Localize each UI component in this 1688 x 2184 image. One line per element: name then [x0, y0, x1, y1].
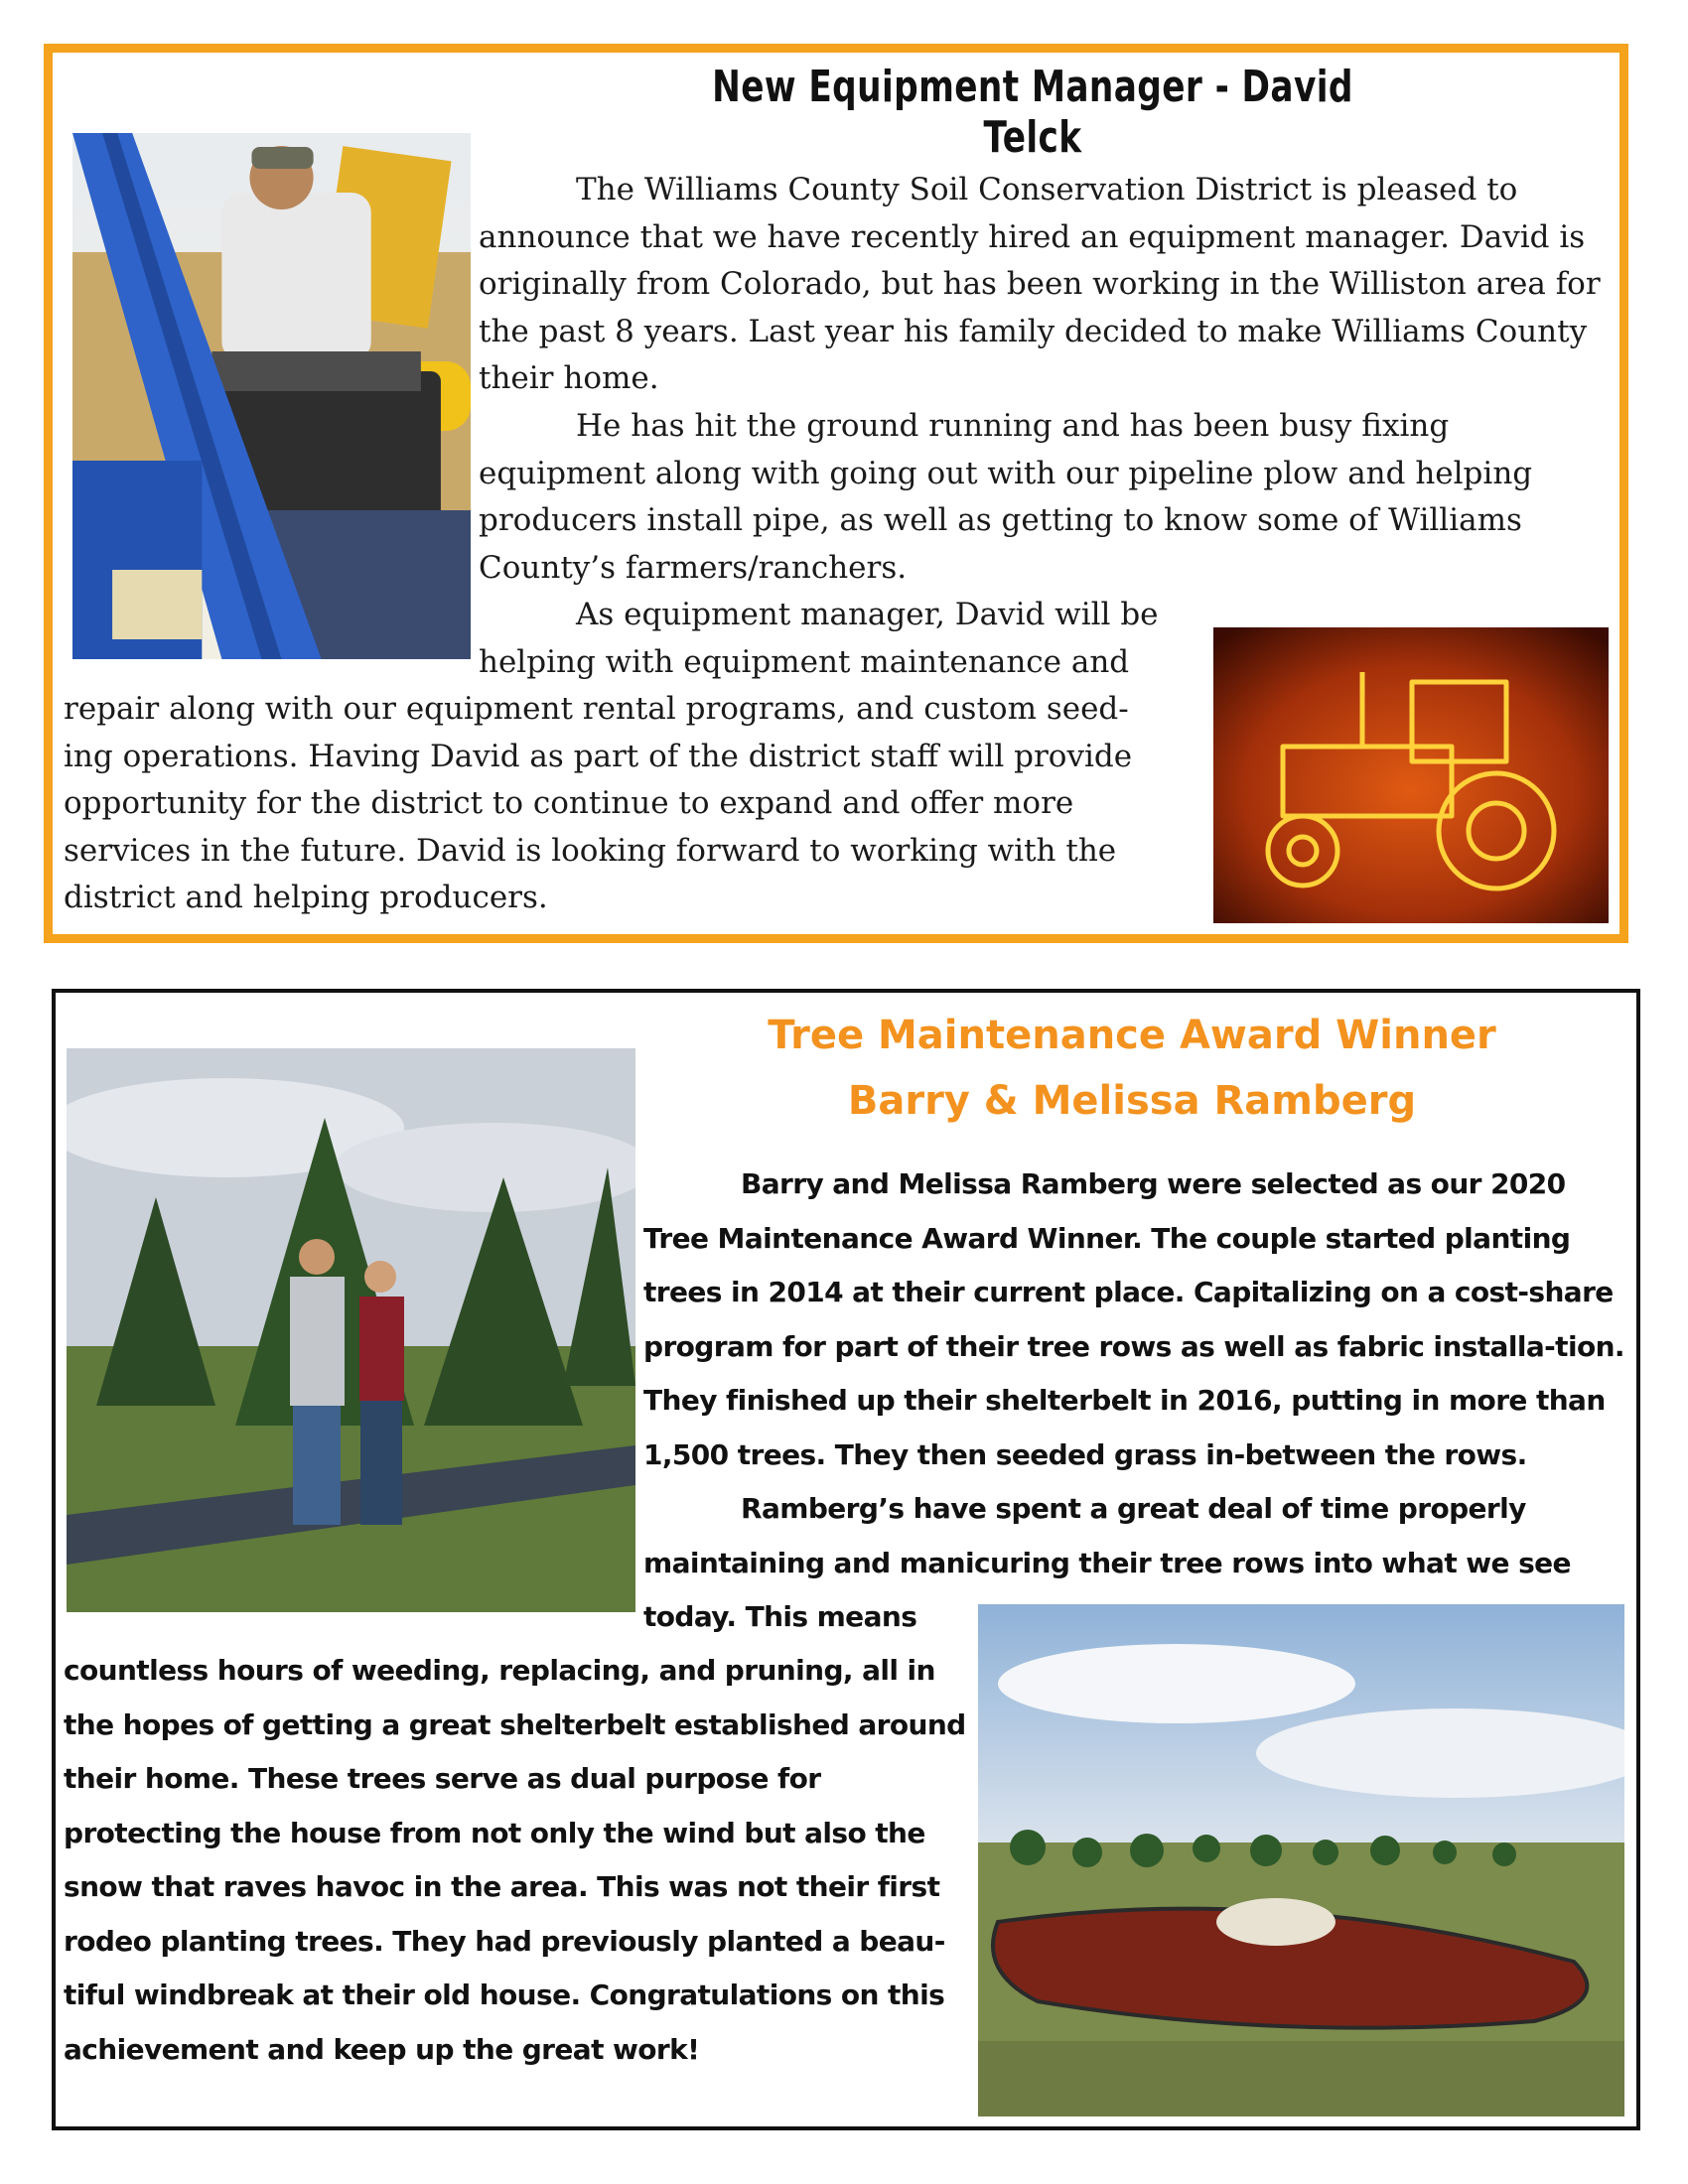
- article1-paragraph-2: He has hit the ground running and has been busy fixing equipment along with going out with our pipeline plow and helping producers install pipe, as well as getting to know some of Williams County’s farmers/ranchers.: [479, 407, 1533, 586]
- article2-paragraph-2-start: Ramberg’s have spent a great deal of time properly maintaining and manicuring their tree rows into what we see today. This means: [643, 1492, 1571, 1633]
- article2-paragraph-1: Barry and Melissa Ramberg were selected as our 2020 Tree Maintenance Award Winner. The couple started planting trees in 2014 at their current place. Capitalizing on a cost-share program for part of their tree rows as well as fabric installa-tion. They finished up their shelterbelt in 2016, putting in more than 1,500 trees. They then seeded grass in-between the rows.: [643, 1167, 1624, 1471]
- article2-body-bottom: [64, 1644, 977, 2077]
- photo-pumpkin-tractor-carving: [1213, 627, 1609, 923]
- photo-barry-melissa-ramberg: [67, 1048, 635, 1612]
- title-line-1: Tree Maintenance Award Winner: [768, 1013, 1496, 1058]
- article1-body-middle: [479, 592, 1213, 686]
- article-title-equipment-manager: New Equipment Manager - David Telck: [712, 62, 1353, 163]
- article1-paragraph-3-start: As equipment manager, David will be helping with equipment maintenance and: [479, 597, 1159, 680]
- article1-paragraph-3-rest: repair along with our equipment rental programs, and custom seed-ing operations. Having David as part of the district staff will provide opportunity for the district to continue to expand and offer more services in the future. David is looking forward to working with the district and helping producers.: [64, 691, 1133, 916]
- article2-body-top: [643, 1158, 1636, 1645]
- article1-paragraph-1: The Williams County Soil Conservation District is pleased to announce that we have recently hired an equipment manager. David is originally from Colorado, but has been working in the Williston area for the past 8 years. Last year his family decided to make Williams County their home.: [479, 172, 1601, 397]
- article2-paragraph-2-rest: countless hours of weeding, replacing, and pruning, all in the hopes of getting a great shelterbelt established around their home. These trees serve as dual purpose for protecting the house from not only the wind but also the snow that raves havoc in the area. This was not their first rodeo planting trees. They had previously planted a beau-tiful windbreak at their old house. Congratulations on this achievement and keep up the great work!: [64, 1654, 966, 2066]
- title-line-2: Barry & Melissa Ramberg: [847, 1078, 1417, 1124]
- photo-david-telck: [72, 133, 471, 659]
- article1-body-top: [479, 167, 1611, 592]
- article-title-tree-award: [635, 1003, 1628, 1134]
- article1-body-bottom: [64, 686, 1215, 922]
- photo-shelterbelt-field: [978, 1604, 1624, 2116]
